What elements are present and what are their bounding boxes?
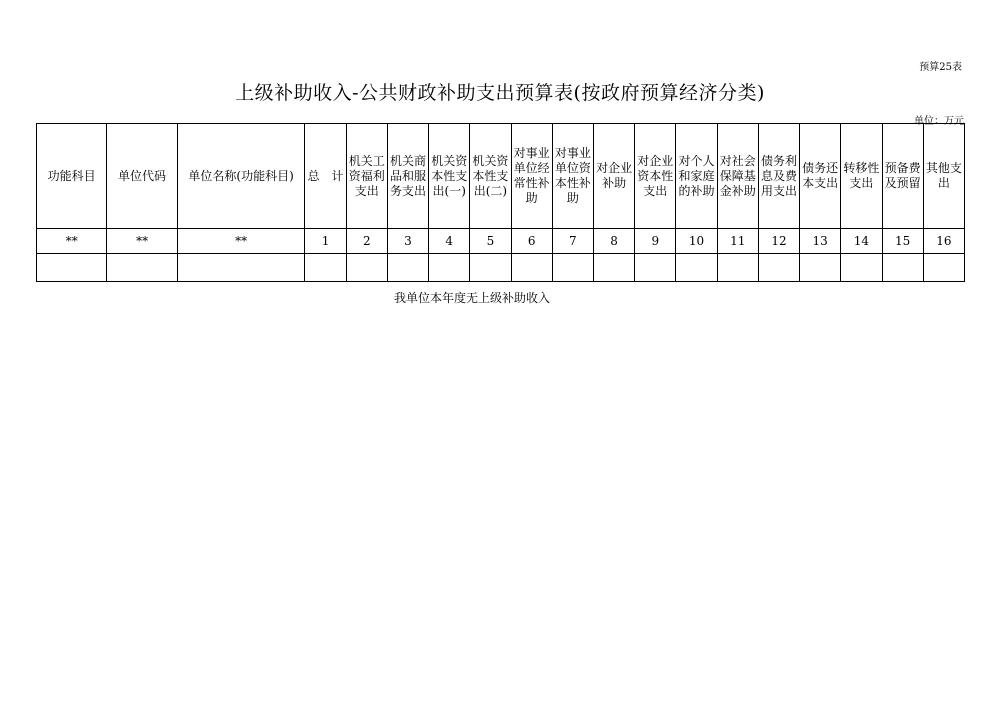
header-label: 对个人和家庭的补助 [678, 153, 715, 198]
table-cell: 3 [387, 229, 428, 254]
table-cell [552, 254, 593, 282]
table-cell [429, 254, 470, 282]
table-cell [800, 254, 841, 282]
header-cell [552, 124, 593, 229]
header-label: 对企业资本性支出 [637, 153, 674, 198]
header-cell [305, 124, 346, 229]
page-title: 上级补助收入-公共财政补助支出预算表(按政府预算经济分类) [235, 82, 765, 104]
table-cell: 10 [676, 229, 717, 254]
unit-label: 单位：万元 [914, 116, 964, 127]
table-cell [305, 254, 346, 282]
header-cell [387, 124, 428, 229]
header-label: 债务还本支出 [802, 161, 839, 190]
table-cell [758, 254, 799, 282]
header-label: 对事业单位资本性补助 [554, 146, 591, 205]
header-label: 其他支出 [925, 161, 962, 190]
table-cell [470, 254, 511, 282]
header-cell [511, 124, 552, 229]
header-label: 对事业单位经常性补助 [513, 146, 550, 205]
table-cell: 12 [758, 229, 799, 254]
header-row [37, 124, 965, 229]
header-cell [177, 124, 305, 229]
header-label: 转移性支出 [843, 161, 880, 190]
table-cell: 11 [717, 229, 758, 254]
table-cell: 1 [305, 229, 346, 254]
header-label: 总 计 [307, 168, 344, 183]
header-label: 单位代码 [118, 168, 167, 183]
table-cell: 7 [552, 229, 593, 254]
header-label: 机关商品和服务支出 [389, 153, 426, 198]
table-cell [593, 254, 634, 282]
table-row [37, 229, 965, 254]
budget-table [36, 123, 965, 282]
header-cell [882, 124, 923, 229]
table-cell [841, 254, 882, 282]
table-cell [37, 254, 107, 282]
header-label: 对社会保障基金补助 [719, 153, 756, 198]
header-cell [841, 124, 882, 229]
header-label: 机关资本性支出(二) [472, 153, 509, 198]
table-cell [676, 254, 717, 282]
table-row [37, 254, 965, 282]
table-cell: 2 [346, 229, 387, 254]
header-cell [923, 124, 964, 229]
table-cell: 13 [800, 229, 841, 254]
table-cell [635, 254, 676, 282]
header-label: 预备费及预留 [884, 161, 921, 190]
table-cell: ** [37, 229, 107, 254]
table-cell [923, 254, 964, 282]
table-cell: 14 [841, 229, 882, 254]
table-cell [107, 254, 177, 282]
table-cell: 8 [593, 229, 634, 254]
form-code: 预算25表 [919, 62, 962, 73]
header-label: 机关资本性支出(一) [431, 153, 468, 198]
table-cell: 4 [429, 229, 470, 254]
table-cell [387, 254, 428, 282]
header-cell [346, 124, 387, 229]
header-cell [429, 124, 470, 229]
header-cell [107, 124, 177, 229]
table-cell [882, 254, 923, 282]
header-cell [37, 124, 107, 229]
header-label: 对企业补助 [596, 161, 633, 190]
header-label: 机关工资福利支出 [348, 153, 385, 198]
table-cell: ** [177, 229, 305, 254]
header-label: 债务利息及费用支出 [760, 153, 797, 198]
header-label: 功能科目 [47, 168, 96, 183]
header-label: 单位名称(功能科目) [188, 168, 294, 183]
table-cell [346, 254, 387, 282]
table-cell: 6 [511, 229, 552, 254]
table-cell [717, 254, 758, 282]
footnote: 我单位本年度无上级补助收入 [393, 291, 550, 305]
table-cell [511, 254, 552, 282]
header-cell [676, 124, 717, 229]
header-cell [593, 124, 634, 229]
table-cell: 15 [882, 229, 923, 254]
table-cell: 5 [470, 229, 511, 254]
header-cell [717, 124, 758, 229]
header-cell [800, 124, 841, 229]
table-cell: 16 [923, 229, 964, 254]
header-cell [758, 124, 799, 229]
table-cell: ** [107, 229, 177, 254]
header-cell [470, 124, 511, 229]
header-cell [635, 124, 676, 229]
table-cell [177, 254, 305, 282]
table-cell: 9 [635, 229, 676, 254]
